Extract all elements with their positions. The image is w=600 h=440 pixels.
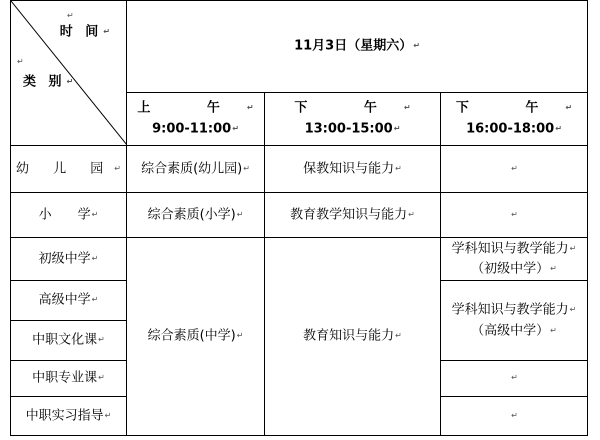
- category-senior-middle: 高级中学↵: [11, 281, 127, 321]
- paragraph-mark: ↵: [67, 11, 74, 20]
- vocational-major-evening-empty: ↵: [441, 361, 588, 397]
- paragraph-mark: ↵: [17, 57, 24, 66]
- category-vocational-major: 中职专业课↵: [11, 361, 127, 397]
- corner-header-cell: [11, 1, 127, 146]
- middle-afternoon-subject: 教育知识与能力↵: [265, 238, 441, 436]
- category-vocational-culture: 中职文化课↵: [11, 321, 127, 361]
- category-vocational-practice: 中职实习指导↵: [11, 397, 127, 436]
- category-primary: 小 学↵: [11, 193, 127, 238]
- session-evening-header: 下 午↵ 16:00-18:00↵: [441, 92, 588, 145]
- kindergarten-afternoon-subject: 保教知识与能力↵: [265, 146, 441, 193]
- session-afternoon-header: 下 午↵ 13:00-15:00↵: [265, 92, 441, 145]
- primary-evening-empty: ↵: [441, 193, 588, 238]
- corner-category-label: 类 别↵: [23, 74, 78, 90]
- category-kindergarten: 幼 儿 园↵: [11, 146, 127, 193]
- vocational-practice-evening-empty: ↵: [441, 397, 588, 436]
- kindergarten-morning-subject: 综合素质(幼儿园)↵: [127, 146, 265, 193]
- exam-schedule-table: [10, 0, 588, 436]
- primary-afternoon-subject: 教育教学知识与能力↵: [265, 193, 441, 238]
- corner-time-label: 时 间↵: [59, 24, 114, 40]
- junior-evening-subject: 学科知识与教学能力↵ （初级中学）↵: [441, 238, 588, 281]
- kindergarten-evening-empty: ↵: [441, 146, 588, 193]
- exam-date-header: 11月3日（星期六）↵: [127, 1, 588, 93]
- session-morning-header: 上 午↵ 9:00-11:00↵: [127, 92, 265, 145]
- senior-evening-subject: 学科知识与教学能力↵ （高级中学）↵: [441, 281, 588, 361]
- category-junior-middle: 初级中学↵: [11, 238, 127, 281]
- middle-morning-subject: 综合素质(中学)↵: [127, 238, 265, 436]
- primary-morning-subject: 综合素质(小学)↵: [127, 193, 265, 238]
